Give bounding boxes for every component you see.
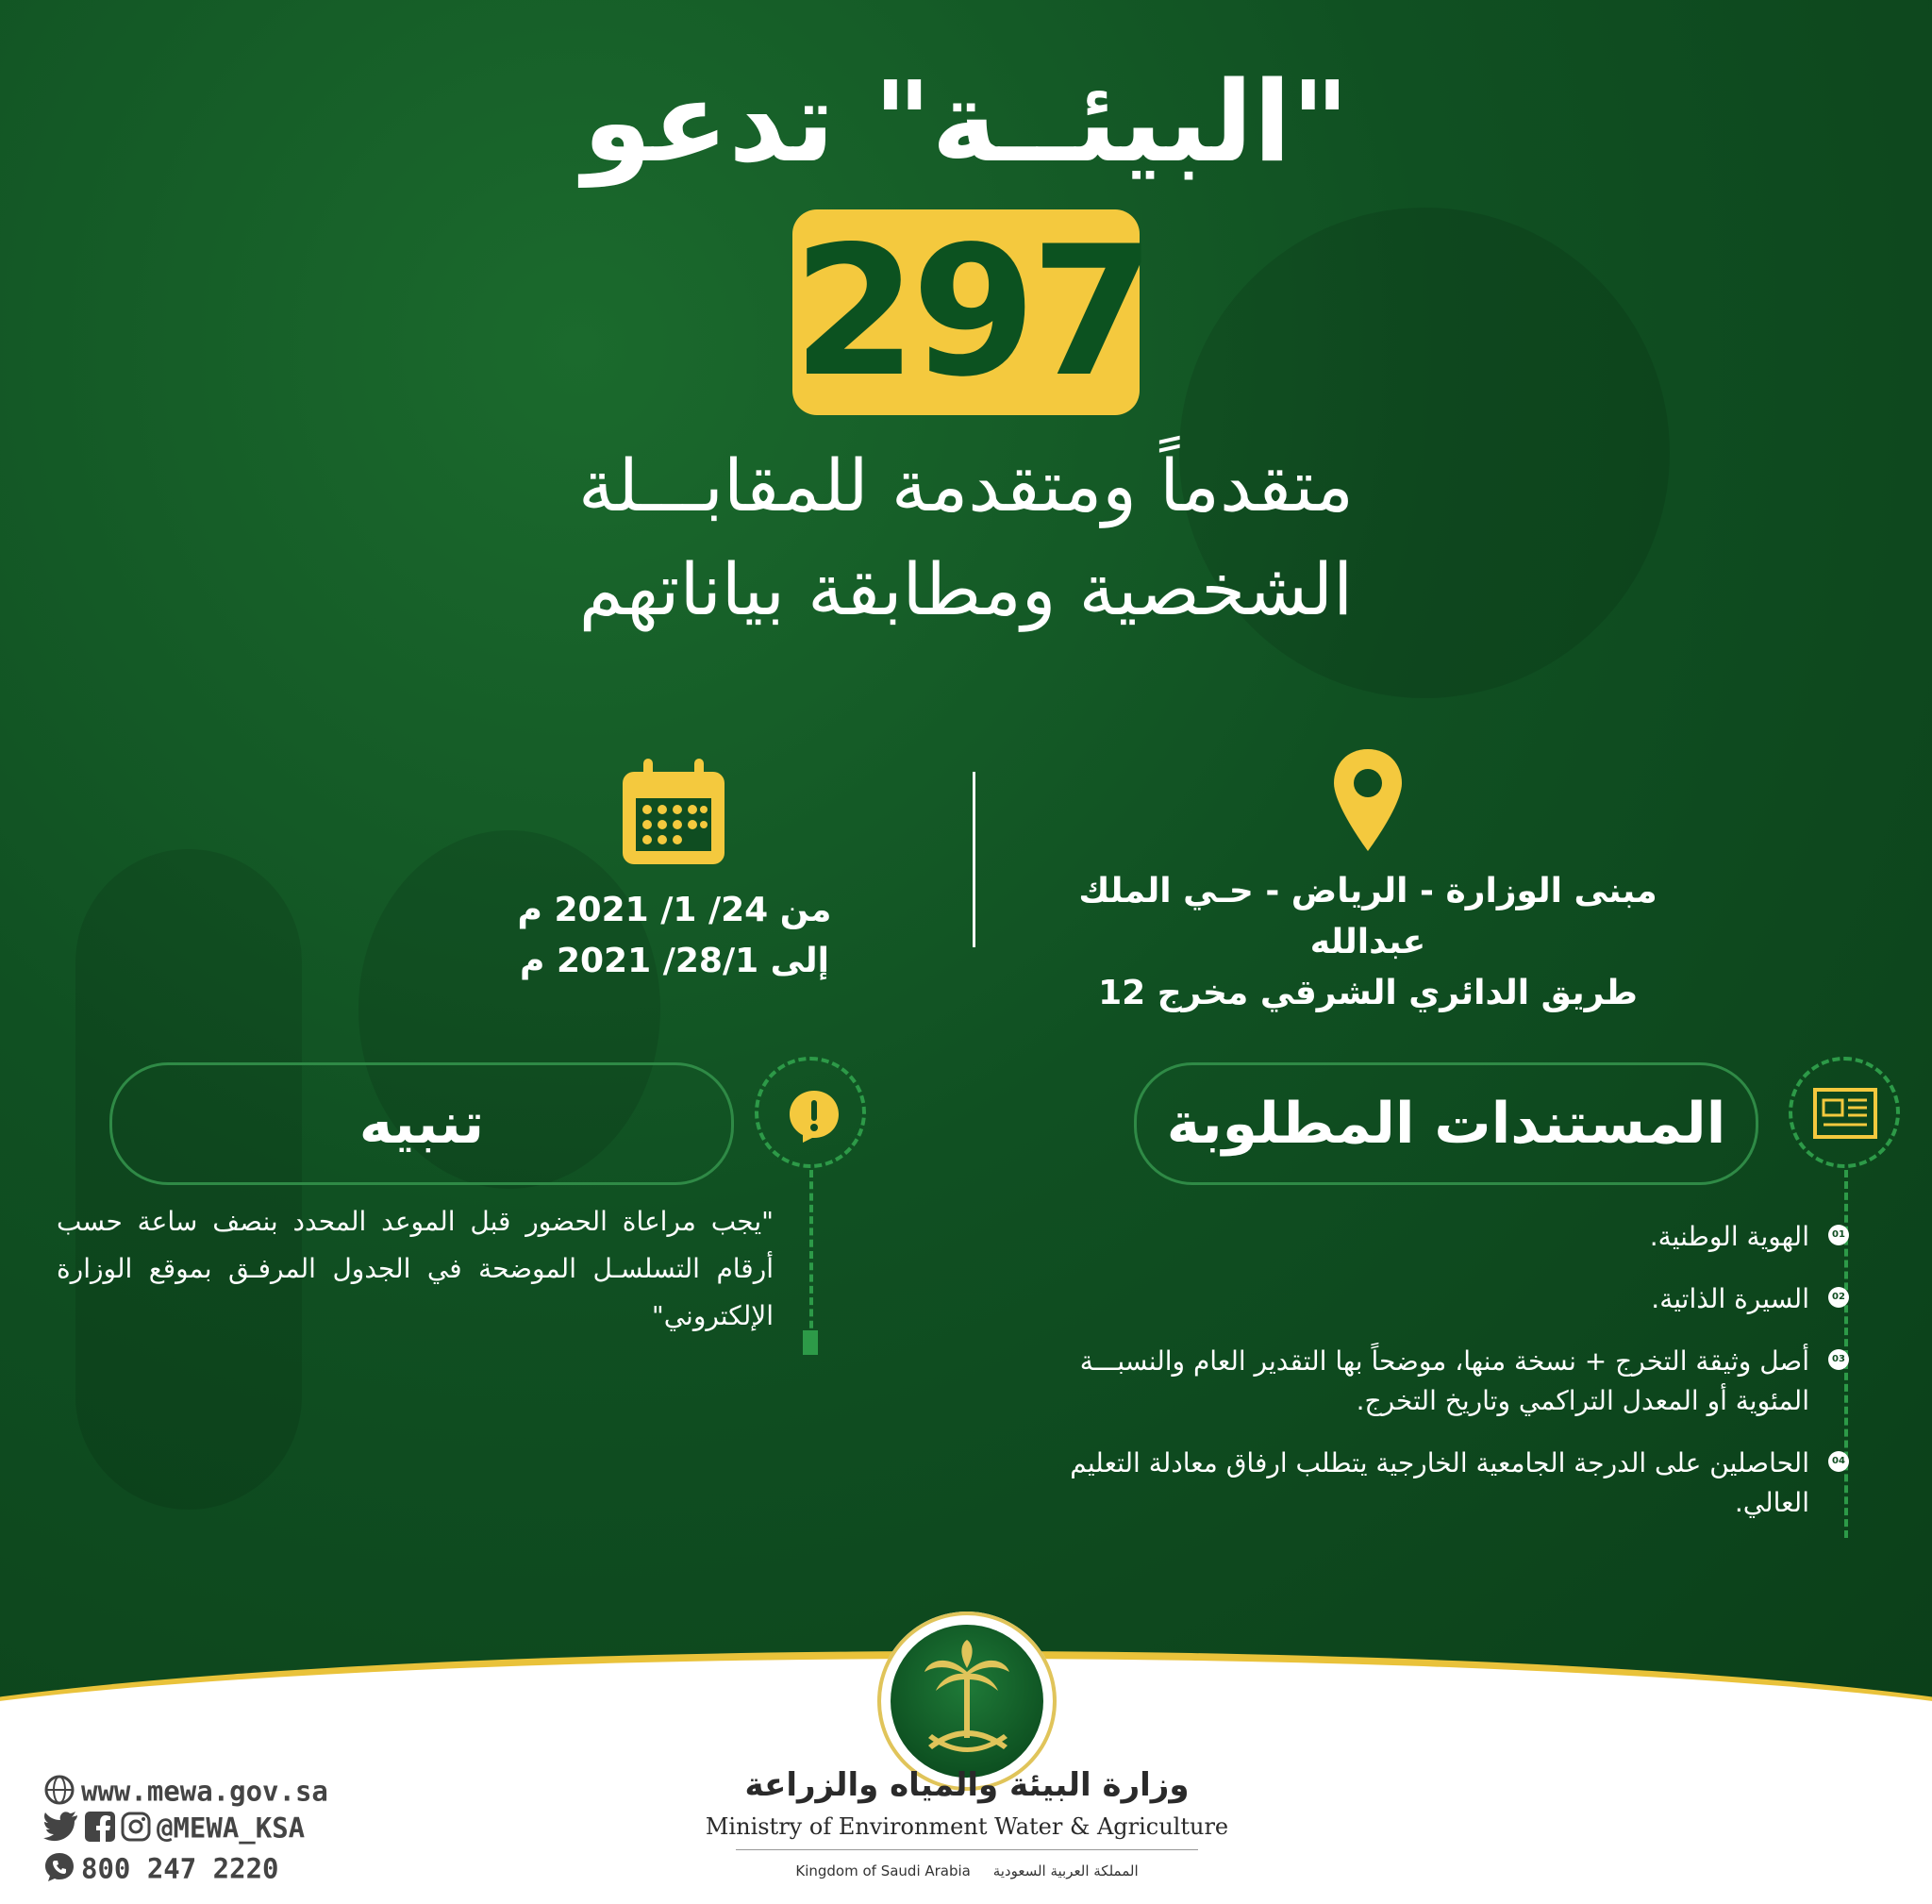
kingdom-english: Kingdom of Saudi Arabia [795,1862,971,1879]
date-to: إلى 28/1/ 2021 م [520,942,829,980]
headline-title: "البيئــة" تدعو [582,57,1350,187]
contact-phone[interactable] [43,1851,279,1890]
list-item [1019,1279,1849,1319]
list-item-text: الهوية الوطنية. [1649,1221,1809,1252]
facebook-icon[interactable] [85,1812,115,1848]
date-text [491,885,858,987]
list-item-number: 03 [1828,1349,1849,1370]
list-item-number: 02 [1828,1287,1849,1308]
globe-icon [43,1774,75,1812]
notice-title: تنبيه [109,1062,734,1185]
contact-website[interactable] [43,1774,328,1812]
count-badge [792,208,1150,416]
location-text [1019,866,1717,1019]
date-from: من 24/ 1/ 2021 م [517,891,832,929]
ministry-name-arabic: وزارة البيئة والمياه والزراعة [744,1766,1190,1804]
list-item-number: 04 [1828,1451,1849,1472]
ministry-name-english: Ministry of Environment Water & Agriculture [705,1813,1229,1840]
count-number: 297 [792,208,1150,416]
location-line1: مبنى الوزارة - الرياض - حـي الملك عبدالله [1078,872,1657,961]
list-item-text: أصل وثيقة التخرج + نسخة منها، موضحاً بها التقدير العام والنسبـــة المئوية أو المعدل التراكمي وتاريخ التخرج. [1079,1345,1809,1416]
location-line2: طريق الدائري الشرقي مخرج 12 [1098,974,1638,1012]
notice-text: "يجب مراعاة الحضور قبل الموعد المحدد بنصف ساعة حسب أرقام التسلسـل الموضحة في الجدول المرفـق بموقع الوزارة الإلكتروني" [57,1206,774,1331]
social-handle[interactable]: @MEWA_KSA [157,1812,306,1845]
documents-list [1019,1217,1849,1545]
documents-title: المستندات المطلوبة [1134,1062,1758,1185]
list-item-text: الحاصلين على الدرجة الجامعية الخارجية يتطلب ارفاق معادلة التعليم العالي. [1070,1447,1809,1518]
contact-social[interactable] [43,1812,305,1848]
alert-icon [786,1088,842,1144]
headline-line1: متقدماً ومتقدمة للمقابـــلة [577,443,1354,527]
notice-connector-end [803,1330,818,1355]
list-item-text: السيرة الذاتية. [1651,1283,1809,1314]
info-divider [973,772,975,947]
phone-number[interactable]: 800 247 2220 [81,1852,279,1885]
list-item-number: 01 [1828,1225,1849,1245]
kingdom-arabic: المملكة العربية السعودية [992,1862,1139,1879]
website-text[interactable]: www.mewa.gov.sa [81,1775,328,1808]
kingdom-label [736,1862,1198,1879]
ministry-logo [877,1612,1057,1791]
phone-chat-icon [43,1851,75,1890]
list-item [1019,1217,1849,1257]
logo-emblem [891,1625,1043,1778]
ministry-divider [736,1849,1198,1850]
palm-swords-icon [891,1625,1043,1778]
notice-connector [809,1170,813,1340]
twitter-icon[interactable] [43,1812,79,1848]
map-pin-icon [1330,745,1406,855]
list-item [1019,1342,1849,1421]
list-item [1019,1444,1849,1523]
document-icon [1812,1087,1878,1140]
instagram-icon[interactable] [121,1812,151,1848]
headline-line2: الشخصية ومطابقة بياناتهم [578,547,1354,631]
calendar-icon [619,757,728,868]
